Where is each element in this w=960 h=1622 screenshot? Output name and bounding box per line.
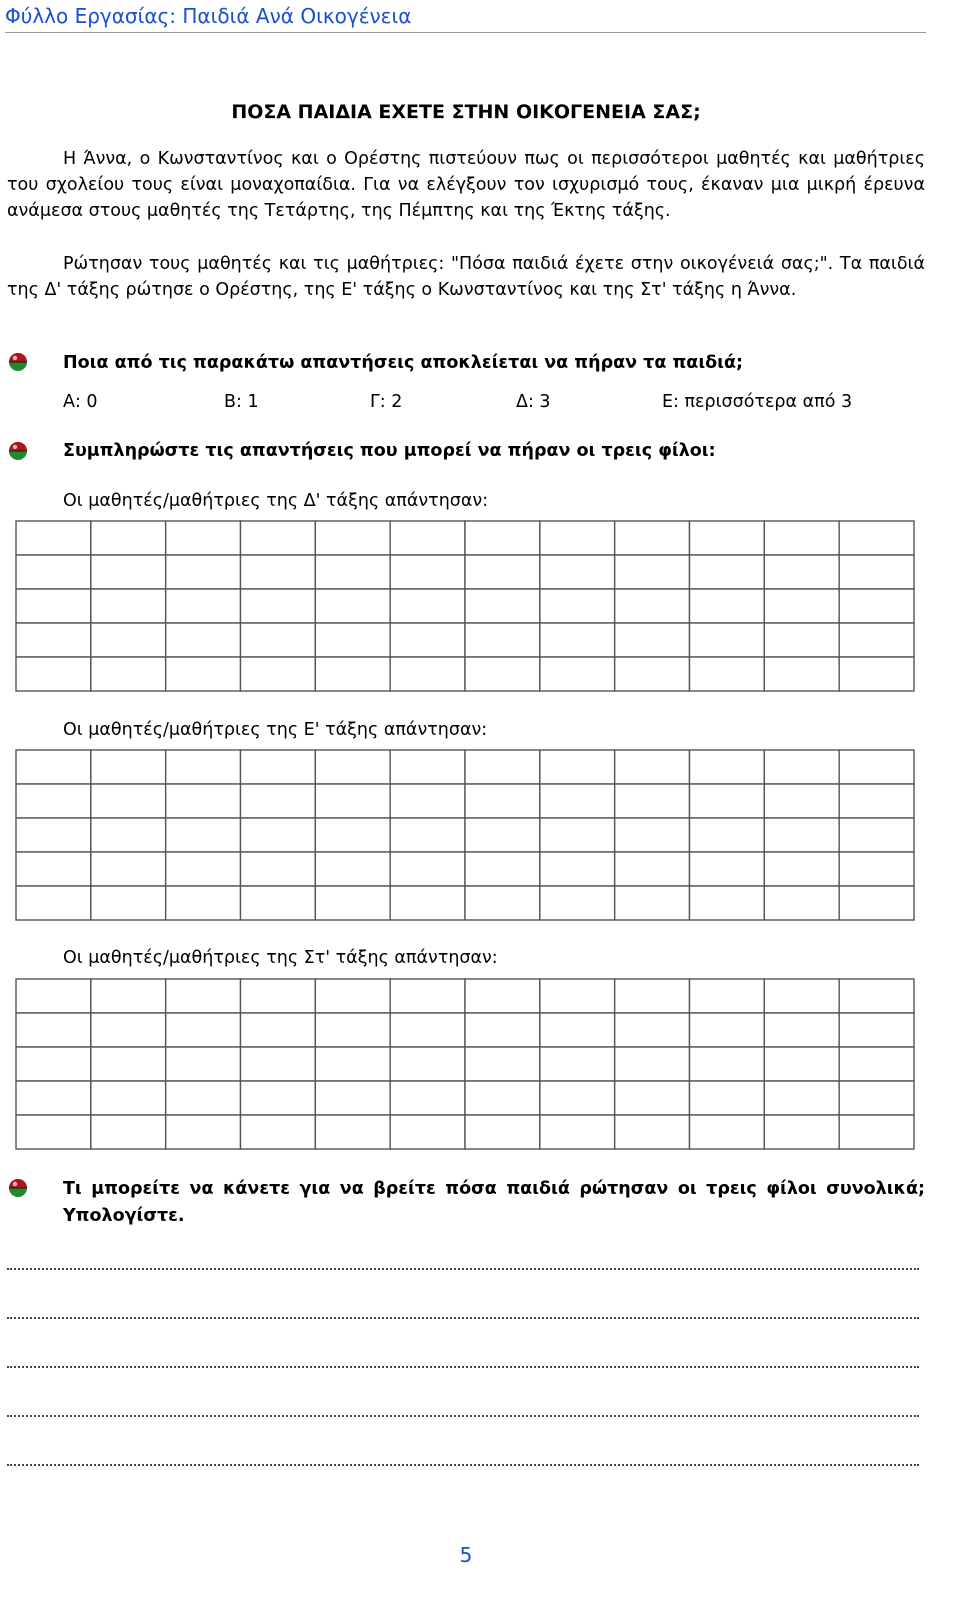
- survey-paragraph: Ρώτησαν τους μαθητές και τις μαθήτριες: "Πόσα παιδιά έχετε στην οικογένειά σας;". Τα παιδιά της Δ' τάξης ρώτησε ο Ορέστης, της Ε' τάξης ο Κωνσταντίνος και της Στ' τάξης η Άννα.: [7, 254, 925, 300]
- grid-cell[interactable]: [315, 818, 390, 852]
- grid-cell[interactable]: [839, 1081, 914, 1115]
- grid-cell[interactable]: [16, 623, 91, 657]
- grid-cell[interactable]: [241, 1013, 316, 1047]
- grid-cell[interactable]: [764, 1047, 839, 1081]
- grid-cell[interactable]: [839, 555, 914, 589]
- grid-cell[interactable]: [91, 589, 166, 623]
- grid-cell[interactable]: [16, 589, 91, 623]
- grid-cell[interactable]: [390, 1081, 465, 1115]
- grid-cell[interactable]: [615, 1115, 690, 1149]
- grid-cell[interactable]: [91, 555, 166, 589]
- grid-cell[interactable]: [241, 886, 316, 920]
- grid-cell[interactable]: [615, 818, 690, 852]
- grid-cell[interactable]: [540, 657, 615, 691]
- answer-line[interactable]: [7, 1268, 919, 1270]
- grid-cell[interactable]: [690, 979, 765, 1013]
- bullet-icon: [8, 1178, 28, 1198]
- grid-cell[interactable]: [241, 1047, 316, 1081]
- answer-grid-st[interactable]: [15, 978, 915, 1150]
- grid-cell[interactable]: [390, 852, 465, 886]
- grid-cell[interactable]: [540, 979, 615, 1013]
- grid-caption-d: Οι μαθητές/μαθήτριες της Δ' τάξης απάντησαν:: [63, 491, 489, 511]
- grid-cell[interactable]: [839, 886, 914, 920]
- grid-cell[interactable]: [690, 589, 765, 623]
- grid-cell[interactable]: [540, 1013, 615, 1047]
- grid-cell[interactable]: [615, 1081, 690, 1115]
- grid-cell[interactable]: [839, 623, 914, 657]
- grid-cell[interactable]: [390, 623, 465, 657]
- grid-cell[interactable]: [764, 979, 839, 1013]
- grid-cell[interactable]: [16, 852, 91, 886]
- worksheet-header-title: Φύλλο Εργασίας: Παιδιά Ανά Οικογένεια: [5, 4, 412, 28]
- grid-cell[interactable]: [690, 750, 765, 784]
- grid-cell[interactable]: [315, 589, 390, 623]
- grid-cell[interactable]: [241, 589, 316, 623]
- grid-cell[interactable]: [465, 623, 540, 657]
- question-1: Ποια από τις παρακάτω απαντήσεις αποκλείεται να πήραν τα παιδιά;: [63, 353, 743, 373]
- grid-cell[interactable]: [91, 818, 166, 852]
- option-d: Δ: 3: [516, 392, 551, 412]
- grid-cell[interactable]: [690, 818, 765, 852]
- grid-cell[interactable]: [465, 657, 540, 691]
- grid-cell[interactable]: [315, 1115, 390, 1149]
- grid-cell[interactable]: [540, 1115, 615, 1149]
- grid-cell[interactable]: [390, 521, 465, 555]
- grid-cell[interactable]: [839, 521, 914, 555]
- grid-cell[interactable]: [764, 818, 839, 852]
- grid-cell[interactable]: [540, 589, 615, 623]
- grid-cell[interactable]: [690, 1013, 765, 1047]
- grid-cell[interactable]: [839, 589, 914, 623]
- grid-cell[interactable]: [615, 589, 690, 623]
- grid-cell[interactable]: [16, 1013, 91, 1047]
- grid-cell[interactable]: [465, 589, 540, 623]
- grid-cell[interactable]: [615, 555, 690, 589]
- grid-cell[interactable]: [91, 784, 166, 818]
- grid-cell[interactable]: [241, 852, 316, 886]
- grid-cell[interactable]: [615, 979, 690, 1013]
- grid-cell[interactable]: [465, 1047, 540, 1081]
- grid-cell[interactable]: [16, 657, 91, 691]
- grid-cell[interactable]: [166, 589, 241, 623]
- grid-cell[interactable]: [465, 521, 540, 555]
- grid-cell[interactable]: [390, 750, 465, 784]
- grid-cell[interactable]: [315, 657, 390, 691]
- grid-cell[interactable]: [764, 623, 839, 657]
- grid-cell[interactable]: [166, 1047, 241, 1081]
- grid-cell[interactable]: [839, 818, 914, 852]
- grid-cell[interactable]: [241, 1081, 316, 1115]
- grid-cell[interactable]: [166, 1081, 241, 1115]
- answer-line[interactable]: [7, 1366, 919, 1368]
- grid-cell[interactable]: [91, 521, 166, 555]
- grid-cell[interactable]: [465, 1013, 540, 1047]
- answer-line[interactable]: [7, 1415, 919, 1417]
- grid-cell[interactable]: [91, 623, 166, 657]
- grid-cell[interactable]: [166, 521, 241, 555]
- grid-cell[interactable]: [839, 657, 914, 691]
- grid-cell[interactable]: [540, 818, 615, 852]
- option-a: Α: 0: [63, 392, 98, 412]
- grid-cell[interactable]: [166, 852, 241, 886]
- grid-cell[interactable]: [690, 852, 765, 886]
- grid-cell[interactable]: [166, 1013, 241, 1047]
- grid-cell[interactable]: [16, 1047, 91, 1081]
- grid-cell[interactable]: [839, 852, 914, 886]
- grid-cell[interactable]: [839, 1013, 914, 1047]
- grid-cell[interactable]: [690, 657, 765, 691]
- grid-cell[interactable]: [166, 979, 241, 1013]
- grid-cell[interactable]: [465, 750, 540, 784]
- bullet-icon: [8, 441, 28, 461]
- grid-cell[interactable]: [16, 1081, 91, 1115]
- grid-cell[interactable]: [315, 623, 390, 657]
- grid-cell[interactable]: [465, 1081, 540, 1115]
- grid-cell[interactable]: [166, 750, 241, 784]
- grid-cell[interactable]: [465, 852, 540, 886]
- page-number: 5: [459, 1543, 473, 1567]
- grid-cell[interactable]: [465, 784, 540, 818]
- grid-cell[interactable]: [315, 784, 390, 818]
- grid-cell[interactable]: [465, 818, 540, 852]
- grid-cell[interactable]: [390, 784, 465, 818]
- grid-cell[interactable]: [315, 1013, 390, 1047]
- answer-grid-e[interactable]: [15, 749, 915, 921]
- grid-cell[interactable]: [690, 1047, 765, 1081]
- grid-cell[interactable]: [315, 1081, 390, 1115]
- grid-cell[interactable]: [764, 1115, 839, 1149]
- grid-cell[interactable]: [690, 1115, 765, 1149]
- grid-cell[interactable]: [764, 657, 839, 691]
- grid-cell[interactable]: [16, 784, 91, 818]
- grid-cell[interactable]: [91, 1013, 166, 1047]
- grid-cell[interactable]: [764, 784, 839, 818]
- grid-cell[interactable]: [390, 1047, 465, 1081]
- grid-cell[interactable]: [315, 750, 390, 784]
- grid-cell[interactable]: [690, 1081, 765, 1115]
- grid-cell[interactable]: [166, 818, 241, 852]
- grid-cell[interactable]: [540, 750, 615, 784]
- grid-cell[interactable]: [764, 589, 839, 623]
- grid-caption-st: Οι μαθητές/μαθήτριες της Στ' τάξης απάντησαν:: [63, 948, 498, 968]
- grid-cell[interactable]: [465, 886, 540, 920]
- grid-cell[interactable]: [540, 555, 615, 589]
- grid-cell[interactable]: [315, 979, 390, 1013]
- grid-cell[interactable]: [839, 1115, 914, 1149]
- grid-cell[interactable]: [390, 979, 465, 1013]
- grid-cell[interactable]: [390, 886, 465, 920]
- grid-cell[interactable]: [16, 979, 91, 1013]
- option-c: Γ: 2: [370, 392, 403, 412]
- grid-cell[interactable]: [615, 623, 690, 657]
- grid-cell[interactable]: [764, 1013, 839, 1047]
- grid-cell[interactable]: [615, 750, 690, 784]
- grid-cell[interactable]: [540, 1047, 615, 1081]
- grid-cell[interactable]: [690, 886, 765, 920]
- grid-cell[interactable]: [764, 750, 839, 784]
- grid-cell[interactable]: [390, 555, 465, 589]
- grid-cell[interactable]: [390, 818, 465, 852]
- grid-cell[interactable]: [16, 555, 91, 589]
- grid-cell[interactable]: [241, 1115, 316, 1149]
- grid-cell[interactable]: [540, 784, 615, 818]
- grid-cell[interactable]: [764, 521, 839, 555]
- grid-cell[interactable]: [315, 1047, 390, 1081]
- option-b: Β: 1: [224, 392, 259, 412]
- question-2: Συμπληρώστε τις απαντήσεις που μπορεί να πήραν οι τρεις φίλοι:: [63, 441, 716, 461]
- grid-cell[interactable]: [615, 1047, 690, 1081]
- grid-cell[interactable]: [615, 784, 690, 818]
- grid-cell[interactable]: [315, 886, 390, 920]
- grid-cell[interactable]: [166, 555, 241, 589]
- grid-cell[interactable]: [16, 750, 91, 784]
- option-e: Ε: περισσότερα από 3: [662, 392, 853, 412]
- answer-line[interactable]: [7, 1464, 919, 1466]
- grid-cell[interactable]: [764, 852, 839, 886]
- grid-cell[interactable]: [91, 886, 166, 920]
- grid-cell[interactable]: [839, 750, 914, 784]
- header-divider: [5, 32, 926, 33]
- answer-grid-d[interactable]: [15, 520, 915, 692]
- grid-cell[interactable]: [690, 784, 765, 818]
- grid-cell[interactable]: [91, 979, 166, 1013]
- grid-cell[interactable]: [465, 555, 540, 589]
- grid-cell[interactable]: [166, 1115, 241, 1149]
- grid-cell[interactable]: [690, 555, 765, 589]
- grid-cell[interactable]: [390, 657, 465, 691]
- grid-cell[interactable]: [615, 886, 690, 920]
- grid-cell[interactable]: [166, 886, 241, 920]
- grid-cell[interactable]: [315, 555, 390, 589]
- grid-cell[interactable]: [690, 623, 765, 657]
- answer-line[interactable]: [7, 1317, 919, 1319]
- grid-cell[interactable]: [690, 521, 765, 555]
- bullet-icon: [8, 352, 28, 372]
- grid-cell[interactable]: [315, 521, 390, 555]
- grid-cell[interactable]: [241, 623, 316, 657]
- grid-cell[interactable]: [241, 657, 316, 691]
- grid-cell[interactable]: [465, 1115, 540, 1149]
- grid-cell[interactable]: [540, 521, 615, 555]
- grid-cell[interactable]: [16, 521, 91, 555]
- grid-cell[interactable]: [764, 886, 839, 920]
- grid-cell[interactable]: [91, 750, 166, 784]
- grid-cell[interactable]: [390, 589, 465, 623]
- grid-cell[interactable]: [839, 979, 914, 1013]
- grid-cell[interactable]: [839, 1047, 914, 1081]
- grid-cell[interactable]: [390, 1013, 465, 1047]
- grid-cell[interactable]: [91, 852, 166, 886]
- grid-cell[interactable]: [764, 1081, 839, 1115]
- intro-paragraph: Η Άννα, ο Κωνσταντίνος και ο Ορέστης πιστεύουν πως οι περισσότεροι μαθητές και μαθήτριες του σχολείου τους είναι μοναχοπαίδια. Για να ελέγξουν τον ισχυρισμό τους, έκαναν μια μικρή έρευνα ανάμεσα στους μαθητές της Τετάρτης, της Πέμπτης και της Έκτης τάξης.: [7, 149, 925, 221]
- grid-cell[interactable]: [615, 1013, 690, 1047]
- grid-cell[interactable]: [764, 555, 839, 589]
- grid-cell[interactable]: [91, 1081, 166, 1115]
- grid-cell[interactable]: [540, 886, 615, 920]
- grid-cell[interactable]: [166, 623, 241, 657]
- grid-cell[interactable]: [390, 1115, 465, 1149]
- grid-cell[interactable]: [540, 623, 615, 657]
- grid-cell[interactable]: [241, 979, 316, 1013]
- question-3: Τι μπορείτε να κάνετε για να βρείτε πόσα παιδιά ρώτησαν οι τρεις φίλοι συνολικά; Υπολογίστε.: [63, 1179, 925, 1226]
- grid-cell[interactable]: [615, 521, 690, 555]
- grid-cell[interactable]: [91, 657, 166, 691]
- worksheet-title: ΠΟΣΑ ΠΑΙΔΙΑ ΕΧΕΤΕ ΣΤΗΝ ΟΙΚΟΓΕΝΕΙΑ ΣΑΣ;: [231, 101, 701, 123]
- grid-cell[interactable]: [166, 784, 241, 818]
- grid-caption-e: Οι μαθητές/μαθήτριες της Ε' τάξης απάντησαν:: [63, 720, 488, 740]
- grid-cell[interactable]: [241, 555, 316, 589]
- grid-cell[interactable]: [615, 852, 690, 886]
- grid-cell[interactable]: [315, 852, 390, 886]
- grid-cell[interactable]: [16, 1115, 91, 1149]
- grid-cell[interactable]: [241, 750, 316, 784]
- grid-cell[interactable]: [540, 852, 615, 886]
- grid-cell[interactable]: [241, 818, 316, 852]
- grid-cell[interactable]: [465, 979, 540, 1013]
- grid-cell[interactable]: [241, 784, 316, 818]
- grid-cell[interactable]: [839, 784, 914, 818]
- grid-cell[interactable]: [91, 1115, 166, 1149]
- grid-cell[interactable]: [540, 1081, 615, 1115]
- grid-cell[interactable]: [166, 657, 241, 691]
- grid-cell[interactable]: [241, 521, 316, 555]
- grid-cell[interactable]: [16, 886, 91, 920]
- grid-cell[interactable]: [16, 818, 91, 852]
- grid-cell[interactable]: [615, 657, 690, 691]
- grid-cell[interactable]: [91, 1047, 166, 1081]
